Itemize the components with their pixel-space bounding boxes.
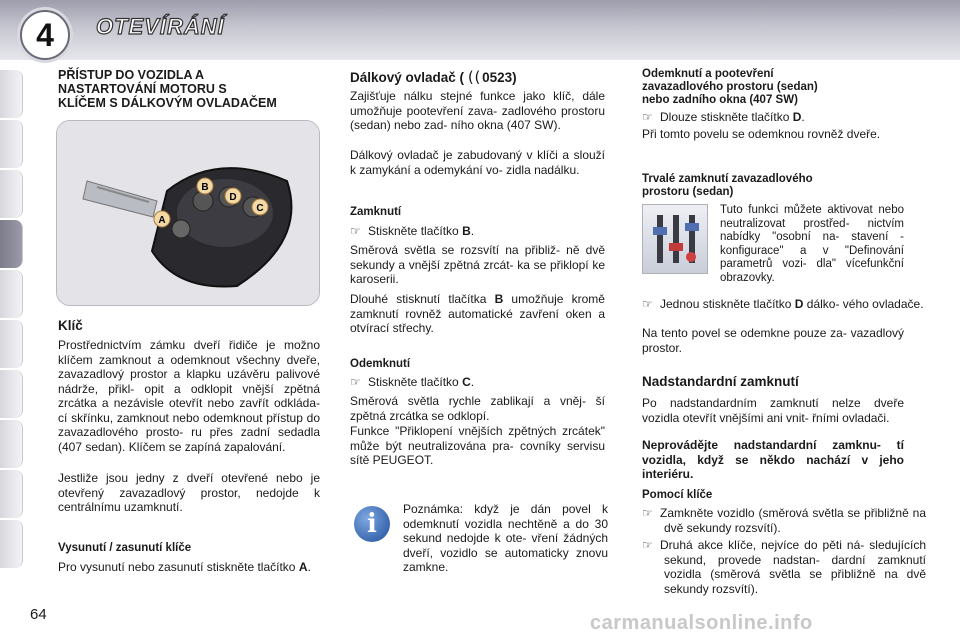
klic-title: Klíč bbox=[58, 318, 83, 333]
heading-line: KLÍČEM S DÁLKOVÝM OVLADAČEM bbox=[58, 96, 277, 110]
odemk-zavazadlo-title: Odemknutí a pootevření zavazadlového prostoru (sedan) nebo zadního okna (407 SW) bbox=[642, 68, 818, 106]
remote-paragraph-2: Dálkový ovladač je zabudovaný v klíči a slouží k zamykání a odemykání vo- zidla nadálku. bbox=[350, 148, 605, 177]
side-tab[interactable] bbox=[0, 470, 23, 518]
pointing-hand-icon: ☞ bbox=[350, 224, 361, 238]
watermark: carmanualsonline.info bbox=[590, 612, 813, 634]
note-text: Poznámka: když je dán povel k odemknutí vozidla nechtěně a do 30 sekund nedojde k ote- vření žádných dveří, vozidlo se automaticky znovu zamkne. bbox=[403, 502, 608, 574]
pointing-hand-icon: ☞ bbox=[350, 375, 361, 389]
pointing-hand-icon: ☞ bbox=[642, 538, 653, 552]
key-drawing bbox=[57, 121, 319, 305]
section-heading bbox=[58, 68, 328, 110]
remote-title: Dálkový ovladač ( ( ( 0523) bbox=[350, 68, 517, 86]
key-label-a: A bbox=[158, 215, 166, 226]
pointing-hand-icon: ☞ bbox=[642, 297, 653, 311]
button-label-d: D bbox=[794, 297, 804, 311]
button-label-b: B bbox=[462, 224, 471, 238]
pomoci-klice-step-2: ☞ Druhá akce klíče, nejvíce do pěti ná- sledujících sekund, provede nadstan- dardní zamknutí vozidla (směrová světla se přibližně na dvě sekundy rozsvítí). bbox=[642, 538, 926, 596]
trvale-step: ☞ Jednou stiskněte tlačítko D dálko- vého ovladače. bbox=[642, 297, 924, 311]
remote-paragraph-1: Zajišťuje nálku stejné funkce jako klíč, dále umožňuje pootevření zava- zadlového prostoru (sedan) nebo zad- ního okna (407 SW). bbox=[350, 89, 605, 132]
odemknuti-paragraph-2: Funkce "Přiklopení vnějších zpětných zrcátek" může být neutralizována pra- covníky servisu sítě PEUGEOT. bbox=[350, 424, 605, 467]
odemknuti-step: ☞ Stiskněte tlačítko C. bbox=[350, 375, 475, 389]
chapter-number-badge: 4 bbox=[20, 10, 70, 60]
klic-paragraph-1: Prostřednictvím zámku dveří řidiče je možno klíčem zamknout a odemknout všechny dveře, zavazadlový prostor a klapku uzávěru palivové nádrže, přikl- opit a odklopit vnější zpětná zrcátka a nezávisle otevřít nebo zavřít odkláda- cí skřínku, zamknout nebo odemknout přístup do zavazadlového prosto- ru přes zadní sedadla (407 sedan). Klíčem se zapíná zapalování. bbox=[58, 338, 320, 454]
key-label-c: C bbox=[256, 203, 264, 214]
pomoci-klice-title: Pomocí klíče bbox=[642, 489, 713, 501]
side-tab[interactable] bbox=[0, 120, 23, 168]
side-tab[interactable] bbox=[0, 320, 23, 368]
button-label-c: C bbox=[462, 375, 471, 389]
vysunuti-text: Pro vysunutí nebo zasunutí stiskněte tlačítko A. bbox=[58, 560, 311, 574]
side-tab[interactable] bbox=[0, 270, 23, 318]
nadstandard-title: Nadstandardní zamknutí bbox=[642, 374, 799, 389]
odemk-zavazadlo-step: ☞ Dlouze stiskněte tlačítko D. bbox=[642, 110, 805, 124]
button-label-a: A bbox=[298, 560, 308, 574]
pointing-hand-icon: ☞ bbox=[642, 110, 653, 124]
odemknuti-paragraph-1: Směrová světla rychle zablikají a vněj- ší zpětná zrcátka se odklopí. bbox=[350, 394, 605, 423]
trvale-paragraph: Tuto funkci můžete aktivovat nebo neutralizovat prostřed- nictvím nabídky "osobní na- stavení - konfigurace" a v "Definování parametrů vozi- dla" vícefunkční obrazovky. bbox=[720, 204, 904, 284]
nadstandard-paragraph: Po nadstandardním zamknutí nelze dveře vozidla otevřít vnějšími ani vnit- řními ovladači. bbox=[642, 396, 904, 425]
chapter-title: OTEVÍRÁNÍ bbox=[96, 14, 225, 39]
pointing-hand-icon: ☞ bbox=[642, 506, 653, 520]
zamknuti-paragraph-2: Dlouhé stisknutí tlačítka B umožňuje kromě zamknutí rovněž automatické zavření oken a otvírací střechy. bbox=[350, 292, 605, 335]
side-tab-active[interactable] bbox=[0, 220, 23, 268]
side-tab[interactable] bbox=[0, 70, 23, 118]
pomoci-klice-step-1: ☞ Zamkněte vozidlo (směrová světla se přibližně na dvě sekundy rozsvítí). bbox=[642, 506, 926, 535]
remote-key-illustration bbox=[56, 120, 320, 306]
side-tab[interactable] bbox=[0, 370, 23, 418]
side-tab[interactable] bbox=[0, 520, 23, 568]
zamknuti-step: ☞ Stiskněte tlačítko B. bbox=[350, 224, 475, 238]
zamknuti-title: Zamknutí bbox=[350, 206, 402, 218]
trvale-title: Trvalé zamknutí zavazadlového prostoru (sedan) bbox=[642, 173, 813, 198]
button-label-b: B bbox=[494, 292, 504, 306]
page-number: 64 bbox=[30, 606, 47, 623]
klic-paragraph-2: Jestliže jsou jedny z dveří otevřené nebo je otevřený zavazadlový prostor, nedojde k centrálnímu uzamknutí. bbox=[58, 471, 320, 514]
nadstandard-warning: Neprovádějte nadstandardní zamknu- tí vozidla, když se někdo nachází v jeho interiéru. bbox=[642, 438, 904, 481]
odemk-zavazadlo-paragraph: Při tomto povelu se odemknou rovněž dveře. bbox=[642, 127, 881, 141]
side-tab[interactable] bbox=[0, 420, 23, 468]
heading-line: NASTARTOVÁNÍ MOTORU S bbox=[58, 82, 227, 96]
button-label-d: D bbox=[792, 110, 802, 124]
info-icon: i bbox=[354, 506, 390, 542]
key-label-b: B bbox=[201, 182, 209, 193]
ce-mark-icon: ( ( bbox=[467, 68, 479, 86]
odemknuti-title: Odemknutí bbox=[350, 358, 411, 370]
heading-line: PŘÍSTUP DO VOZIDLA A bbox=[58, 68, 205, 82]
zamknuti-paragraph-1: Směrová světla se rozsvítí na přibliž- ně dvě sekundy a vnější zpětná zrcát- ka se přiklopí ke karoserii. bbox=[350, 243, 605, 286]
key-label-d: D bbox=[229, 192, 237, 203]
vysunuti-title: Vysunutí / zasunutí klíče bbox=[58, 542, 192, 554]
trvale-paragraph-2: Na tento povel se odemkne pouze za- vazadlový prostor. bbox=[642, 326, 904, 355]
side-tab[interactable] bbox=[0, 170, 23, 218]
configuration-menu-illustration bbox=[642, 204, 708, 274]
